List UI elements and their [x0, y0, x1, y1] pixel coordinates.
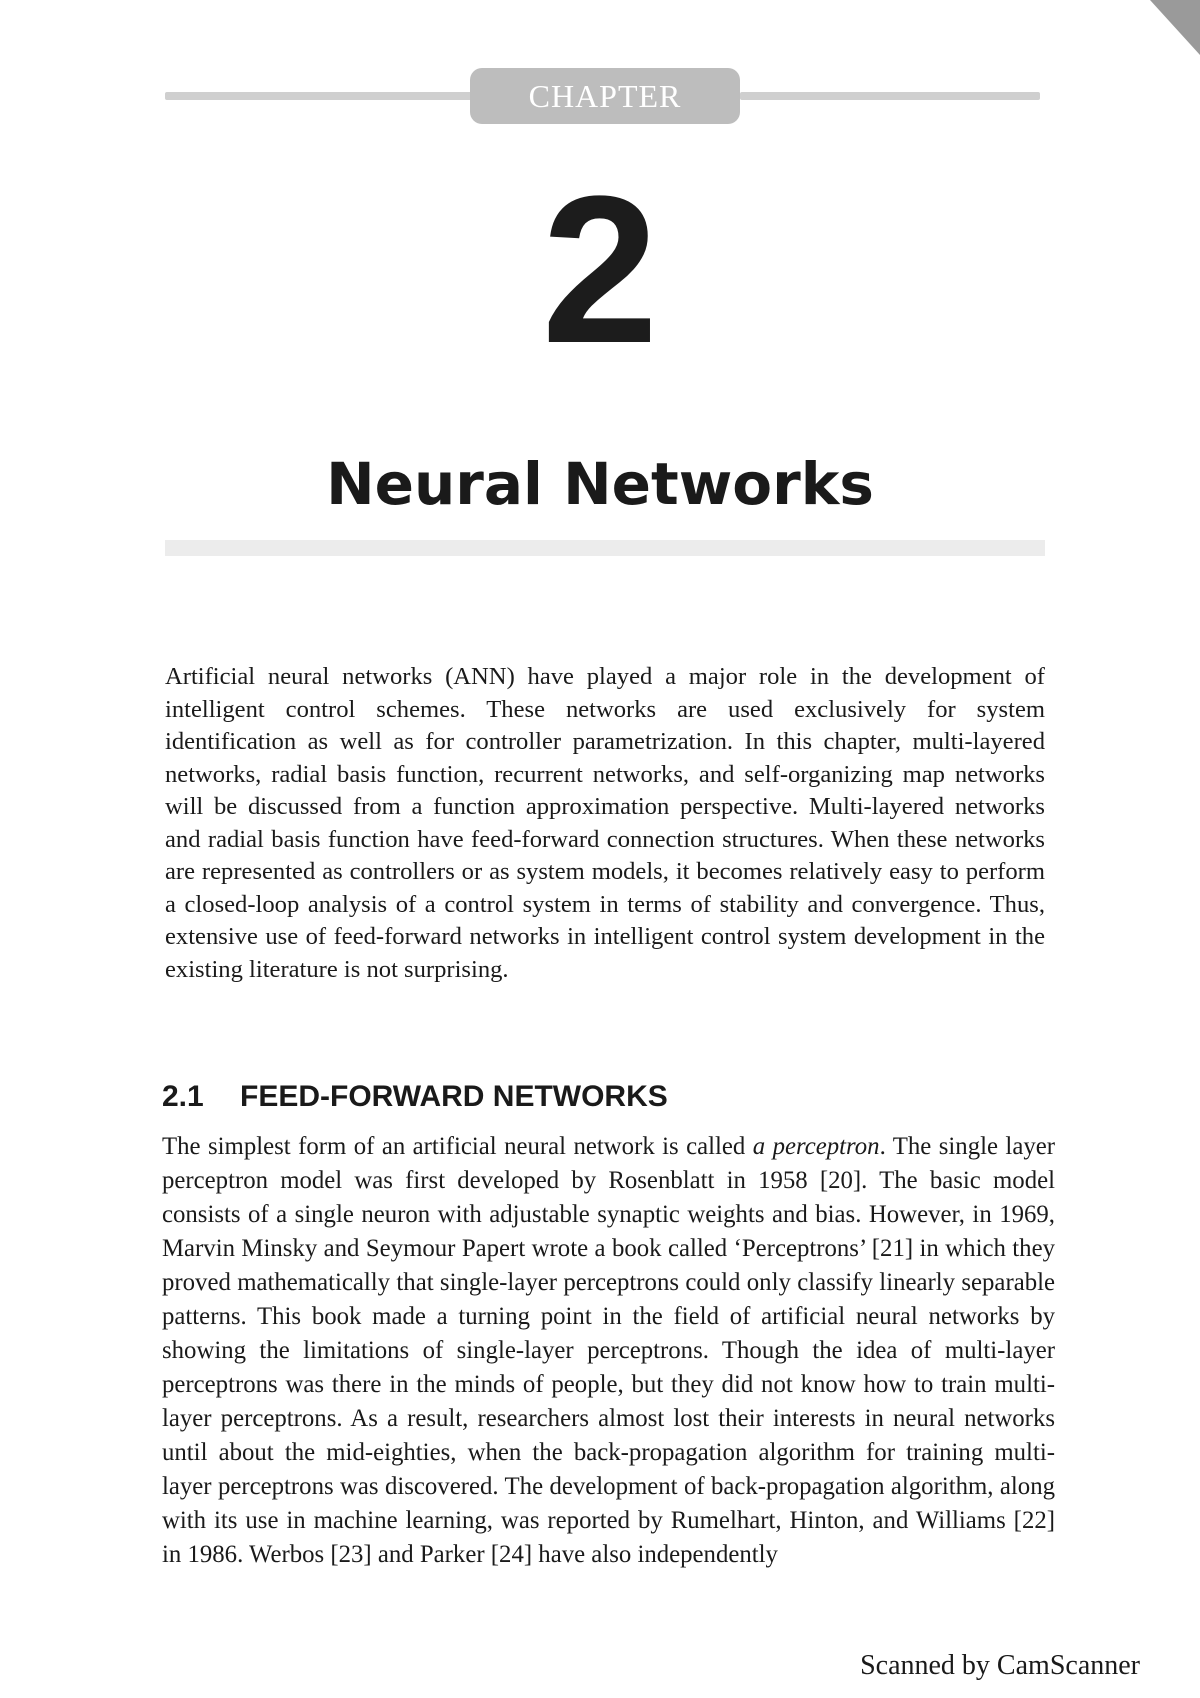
chapter-rule-left [165, 92, 475, 100]
chapter-number: 2 [541, 152, 659, 387]
section-heading [162, 1080, 668, 1114]
chapter-title: Neural Networks [326, 450, 874, 518]
section-paragraph-emphasis: a perceptron [752, 1133, 880, 1160]
section-paragraph [162, 1130, 1055, 1572]
title-rule [165, 540, 1045, 556]
section-title: FEED-FORWARD NETWORKS [240, 1080, 668, 1113]
chapter-label: CHAPTER [470, 68, 740, 124]
chapter-rule-right [740, 92, 1040, 100]
section-paragraph-start: The simplest form of an artificial neural network is called [162, 1133, 753, 1160]
section-paragraph-rest: . The single layer perceptron model was first developed by Rosenblatt in 1958 [20]. The basic model consists of a single neuron with adjustable synaptic weights and bias. However, in 1969, Marvin Minsky and Seymour Papert wrote a book called ‘Perceptrons’ [21] in which they proved mathematically that single-layer perceptrons could only classify linearly separable patterns. This book made a turning point in the field of artificial neural networks by showing the limitations of single-layer perceptrons. Though the idea of multi-layer perceptrons was there in the minds of people, but they did not know how to train multi-layer perceptrons. As a result, researchers almost lost their interests in neural networks until about the mid-eighties, when the back-propagation algorithm for training multi-layer perceptrons was discovered. The development of back-propagation algorithm, along with its use in machine learning, was reported by Rumelhart, Hinton, and Williams [22] in 1986. Werbos [23] and Parker [24] have also independently [162, 1133, 1055, 1568]
section-number: 2.1 [162, 1080, 204, 1113]
page-corner-fold [1110, 0, 1200, 60]
intro-paragraph: Artificial neural networks (ANN) have played a major role in the development of intelligent control schemes. These networks are used exclusively for system identification as well as for controller parametrization. In this chapter, multi-layered networks, radial basis function, recurrent networks, and self-organizing map networks will be discussed from a function approximation perspective. Multi-layered networks and radial basis function have feed-forward connection structures. When these networks are represented as controllers or as system models, it becomes relatively easy to perform a closed-loop analysis of a control system in terms of stability and convergence. Thus, extensive use of feed-forward networks in intelligent control system development in the existing literature is not surprising. [165, 663, 1045, 983]
scanner-watermark: Scanned by CamScanner [860, 1650, 1140, 1681]
